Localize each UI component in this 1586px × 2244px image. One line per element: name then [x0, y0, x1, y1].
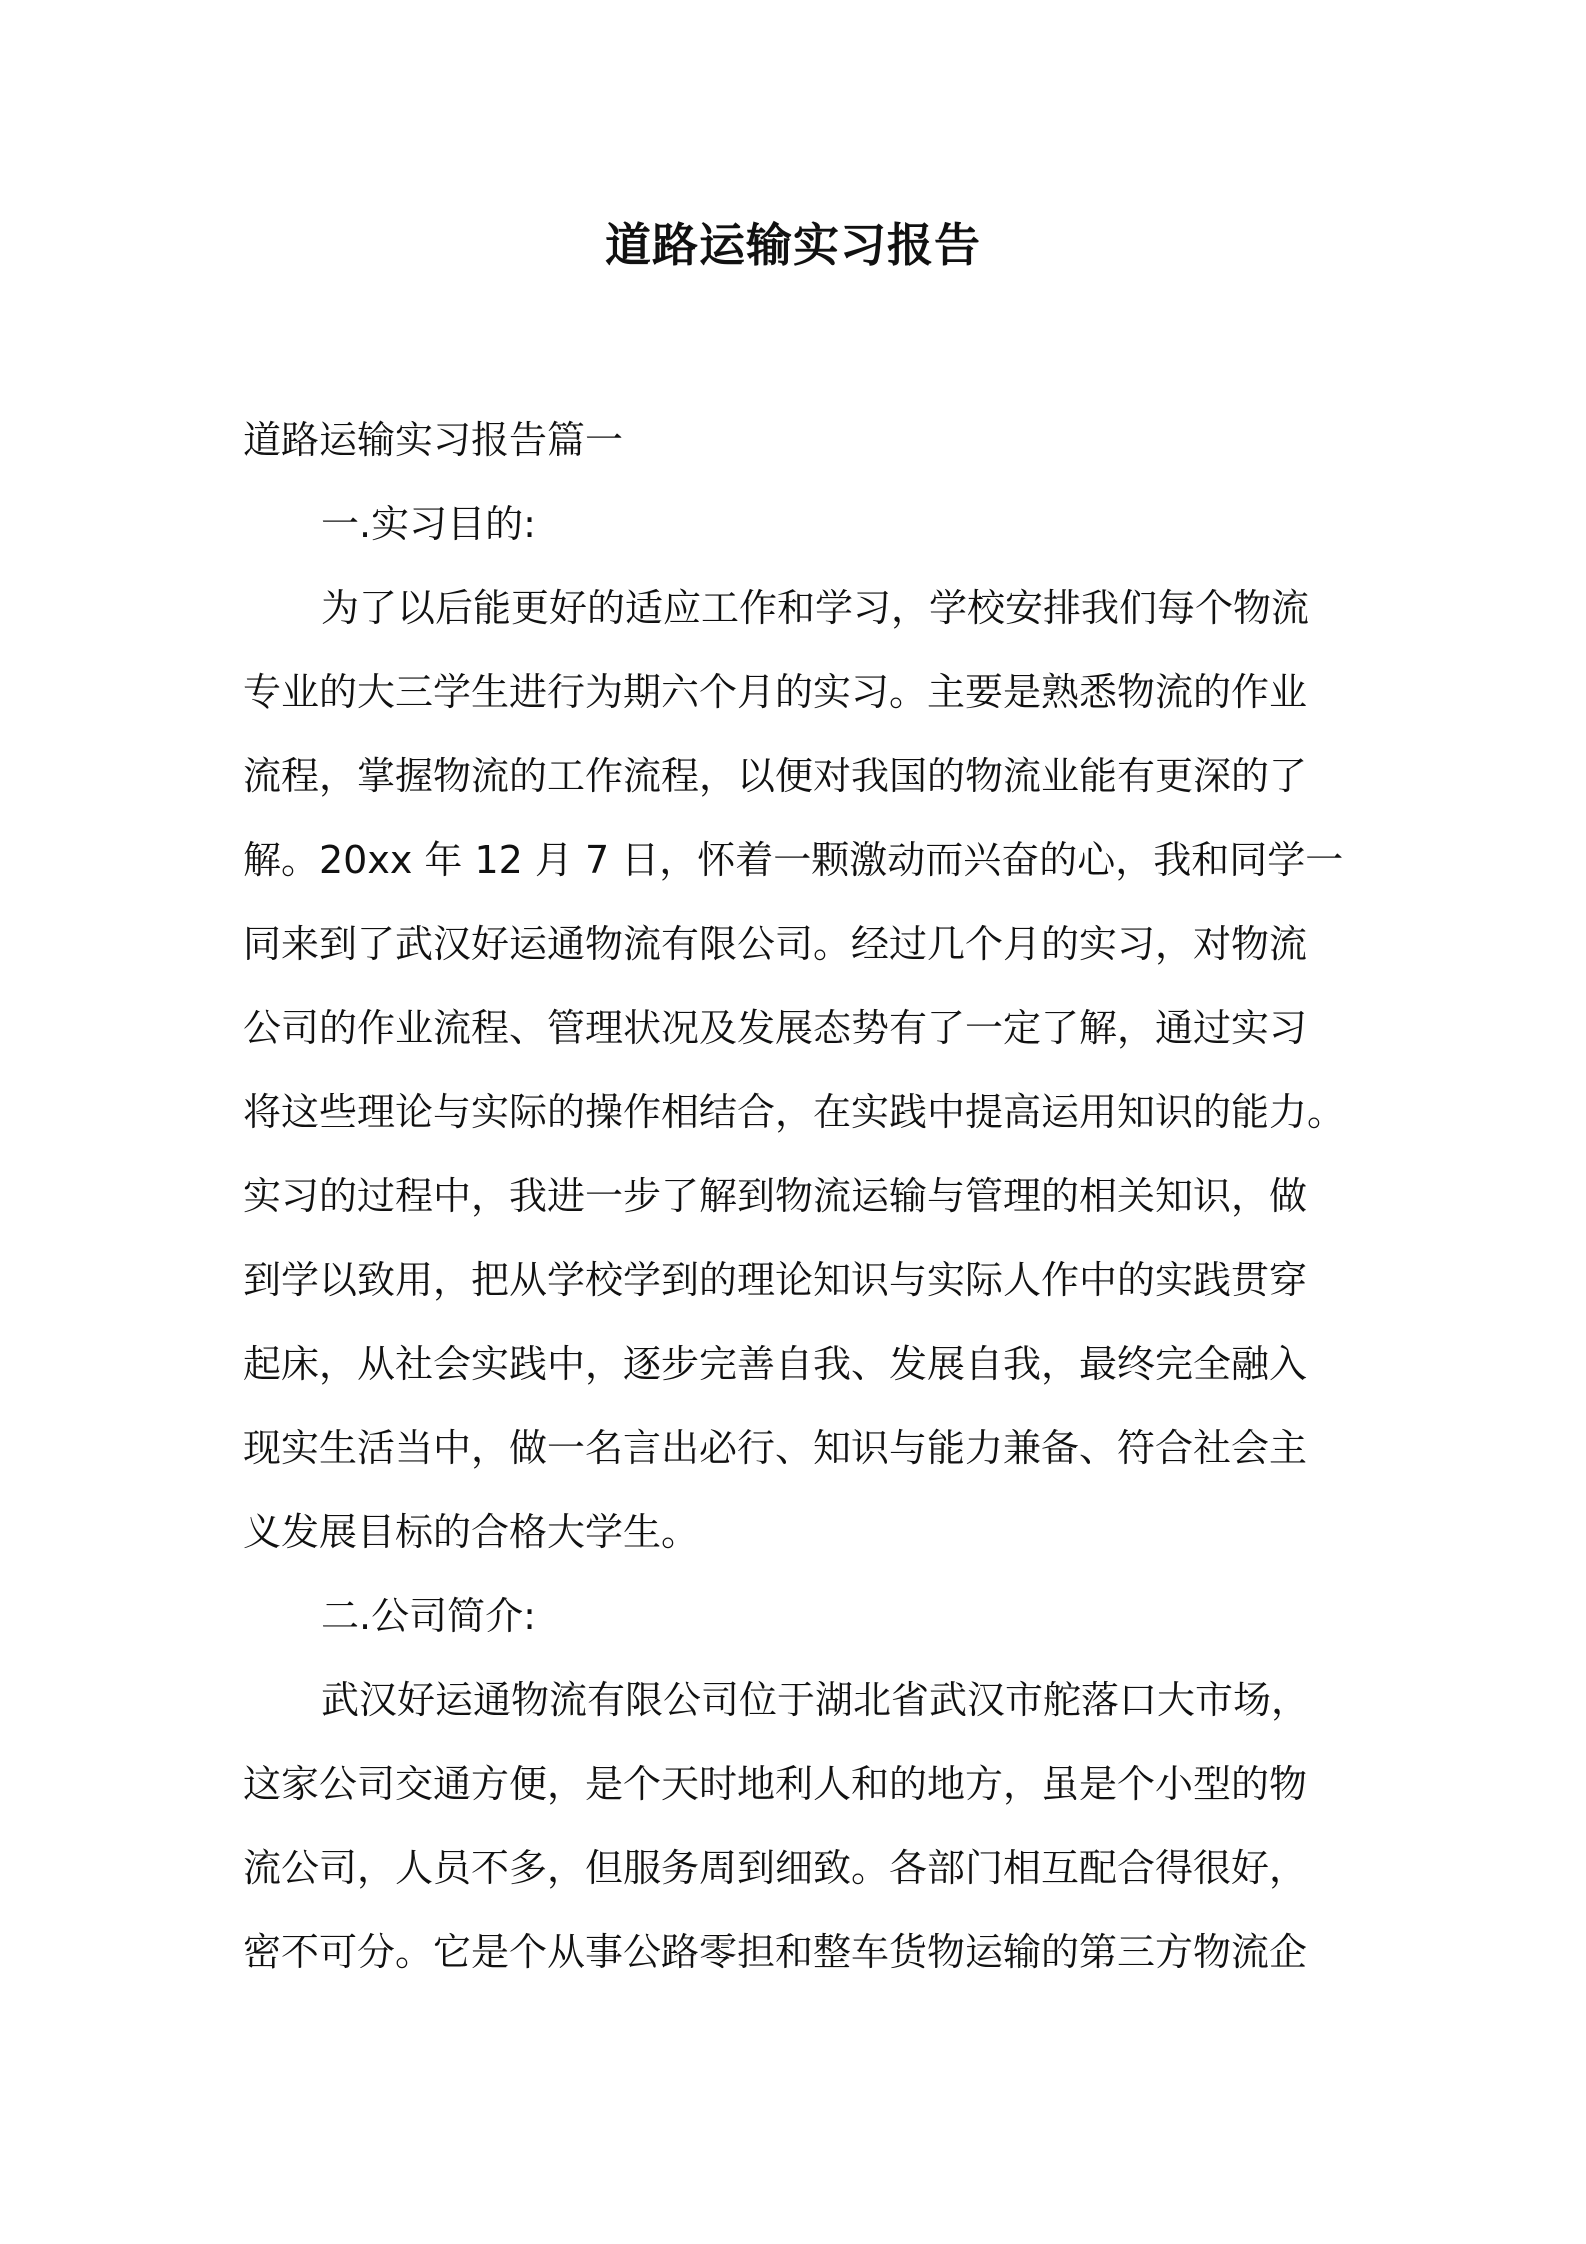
document-title: 道路运输实习报告: [605, 218, 981, 272]
text-line: 为了以后能更好的适应工作和学习，学校安排我们每个物流: [321, 586, 1310, 630]
text-line: 武汉好运通物流有限公司位于湖北省武汉市舵落口大市场，: [321, 1678, 1310, 1722]
text-line: 同来到了武汉好运通物流有限公司。经过几个月的实习，对物流: [243, 922, 1308, 966]
text-line: 义发展目标的合格大学生。: [243, 1510, 700, 1554]
body-text: [243, 482, 1373, 1994]
text-line: 流公司，人员不多，但服务周到细致。各部门相互配合得很好，: [243, 1846, 1308, 1890]
text-line: 这家公司交通方便，是个天时地利人和的地方，虽是个小型的物: [243, 1762, 1308, 1806]
text-line: 专业的大三学生进行为期六个月的实习。主要是熟悉物流的作业: [243, 670, 1308, 714]
text-line: 公司的作业流程、管理状况及发展态势有了一定了解，通过实习: [243, 1006, 1308, 1050]
section-title: 道路运输实习报告篇一: [243, 418, 624, 462]
text-line: 流程，掌握物流的工作流程，以便对我国的物流业能有更深的了: [243, 754, 1308, 798]
text-line: 实习的过程中，我进一步了解到物流运输与管理的相关知识，做: [243, 1174, 1308, 1218]
text-line: 起床，从社会实践中，逐步完善自我、发展自我，最终完全融入: [243, 1342, 1308, 1386]
text-line: 二.公司简介:: [321, 1594, 536, 1638]
text-line: 将这些理论与实际的操作相结合，在实践中提高运用知识的能力。: [243, 1090, 1346, 1134]
text-line: 到学以致用，把从学校学到的理论知识与实际人作中的实践贯穿: [243, 1258, 1308, 1302]
text-line: 密不可分。它是个从事公路零担和整车货物运输的第三方物流企: [243, 1930, 1308, 1974]
text-line: 一.实习目的:: [321, 502, 536, 546]
text-line: 现实生活当中，做一名言出必行、知识与能力兼备、符合社会主: [243, 1426, 1308, 1470]
text-line: 解。20xx 年 12 月 7 日，怀着一颗激动而兴奋的心，我和同学一: [243, 838, 1344, 882]
